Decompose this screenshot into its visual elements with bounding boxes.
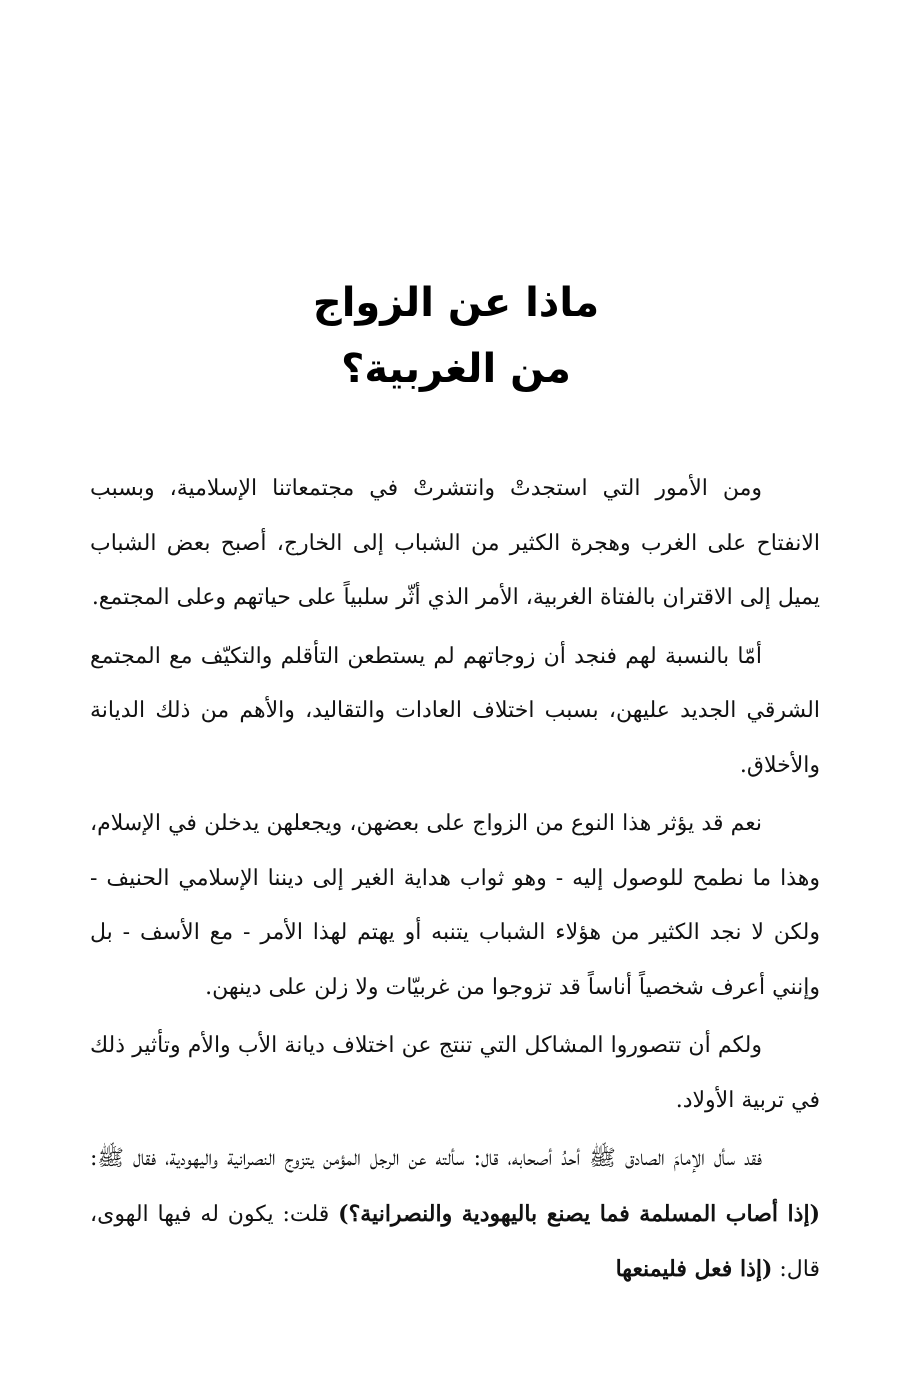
paragraph-5: [90, 1132, 820, 1298]
paragraph-5-text-1: فقد سأل الإمامَ الصادق ﷺ أحدُ أصحابه، قال: سألته عن الرجل المؤمن يتزوج النصرانية واليهودية، فقال ﷺ:: [90, 1146, 762, 1171]
paragraph-3: نعم قد يؤثر هذا النوع من الزواج على بعضهن، ويجعلهن يدخلن في الإسلام، وهذا ما نطمح للوصول إليه - وهو ثواب هداية الغير إلى ديننا الإسلامي الحنيف - ولكن لا نجد الكثير من هؤلاء الشباب يتنبه أو يهتم لهذا الأمر - مع الأسف - بل وإنني أعرف شخصياً أناساً قد تزوجوا من غربيّات ولا زلن على دينهن.: [90, 811, 820, 1000]
paragraph-1: ومن الأمور التي استجدتْ وانتشرتْ في مجتمعاتنا الإسلامية، وبسبب الانفتاح على الغرب وهجرة الكثير من الشباب إلى الخارج، أصبح بعض الشباب يميل إلى الاقتران بالفتاة الغربية، الأمر الذي أثّر سلبياً على حياتهم وعلى المجتمع.: [90, 476, 821, 610]
chapter-title-line-1: ماذا عن الزواج: [312, 280, 600, 326]
hadith-quote-2: (إذا فعل فليمنعها: [615, 1256, 773, 1282]
paragraph-2: أمّا بالنسبة لهم فنجد أن زوجاتهم لم يستطعن التأقلم والتكيّف مع المجتمع الشرقي الجديد عليهن، بسبب اختلاف العادات والتقاليد، والأهم من ذلك الديانة والأخلاق.: [90, 643, 820, 778]
chapter-title: [0, 270, 912, 402]
paragraph-4: ولكم أن تتصوروا المشاكل التي تنتج عن اختلاف ديانة الأب والأم وتأثير ذلك في تربية الأولاد.: [90, 1033, 820, 1113]
paragraph-5-text-2: قلت: يكون له فيها الهوى، قال:: [90, 1201, 820, 1282]
body-text: [90, 462, 820, 1298]
chapter-title-line-2: من الغربية؟: [341, 346, 571, 392]
hadith-quote-1: (إذا أصاب المسلمة فما يصنع باليهودية والنصرانية؟): [338, 1200, 820, 1227]
